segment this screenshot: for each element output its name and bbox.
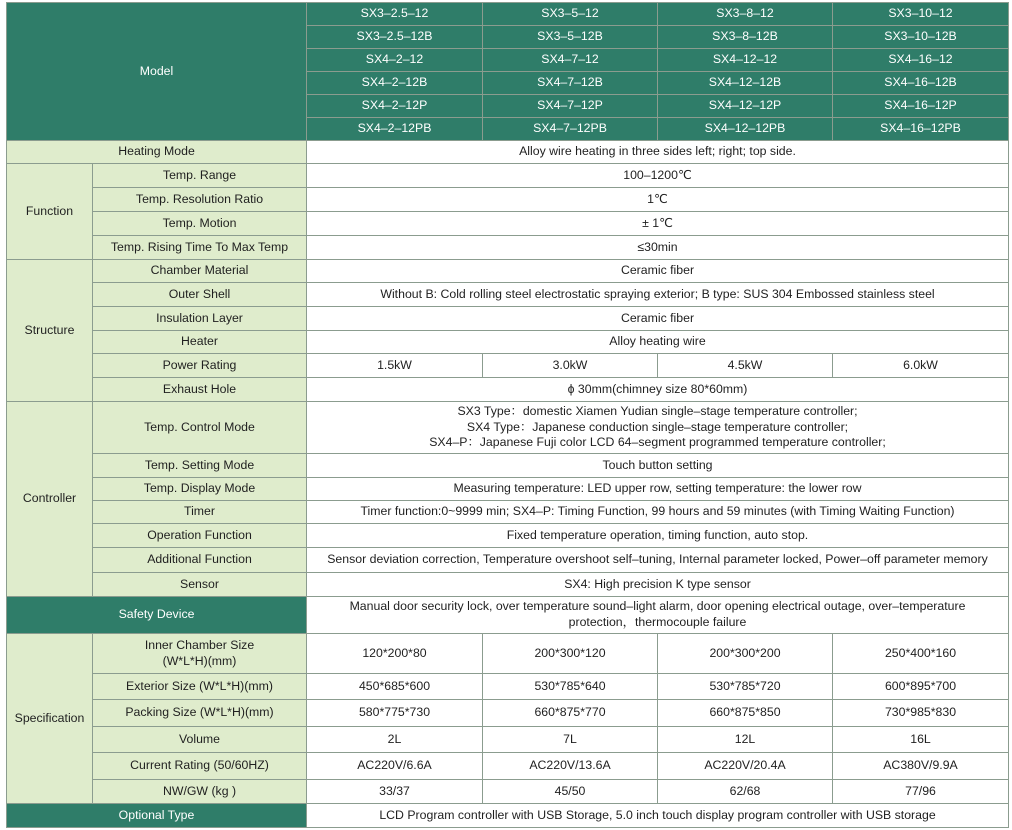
spec-value: ± 1℃ <box>307 212 1009 236</box>
spec-value: 100–1200℃ <box>307 164 1009 188</box>
spec-value: 4.5kW <box>658 354 833 378</box>
spec-label: Packing Size (W*L*H)(mm) <box>93 700 307 727</box>
spec-label: Insulation Layer <box>93 307 307 331</box>
spec-value: 1.5kW <box>307 354 483 378</box>
spec-value: AC380V/9.9A <box>833 753 1009 780</box>
specification-row <box>7 700 1009 727</box>
spec-value: ≤30min <box>307 236 1009 260</box>
spec-label: Timer <box>93 501 307 524</box>
spec-table <box>6 2 1009 828</box>
spec-label: Temp. Rising Time To Max Temp <box>93 236 307 260</box>
function-row <box>7 164 1009 188</box>
safety-device-label: Safety Device <box>7 597 307 634</box>
optional-type-label: Optional Type <box>7 804 307 828</box>
spec-value: Ceramic fiber <box>307 307 1009 331</box>
structure-row <box>7 283 1009 307</box>
model-cell: SX4–2–12PB <box>307 118 483 141</box>
spec-label: Additional Function <box>93 548 307 573</box>
safety-device-row <box>7 597 1009 634</box>
spec-label: Temp. Resolution Ratio <box>93 188 307 212</box>
spec-value: 62/68 <box>658 780 833 804</box>
spec-value: AC220V/13.6A <box>483 753 658 780</box>
specification-row <box>7 634 1009 674</box>
spec-label: Sensor <box>93 573 307 597</box>
spec-value: 33/37 <box>307 780 483 804</box>
spec-value-line: protection，thermocouple failure <box>568 615 747 629</box>
controller-row <box>7 524 1009 548</box>
spec-value: Measuring temperature: LED upper row, setting temperature: the lower row <box>307 478 1009 501</box>
spec-value: 730*985*830 <box>833 700 1009 727</box>
model-cell: SX3–5–12B <box>483 26 658 49</box>
spec-value: 6.0kW <box>833 354 1009 378</box>
spec-label: Operation Function <box>93 524 307 548</box>
model-cell: SX3–5–12 <box>483 3 658 26</box>
spec-value: 450*685*600 <box>307 674 483 700</box>
spec-value: 200*300*120 <box>483 634 658 674</box>
spec-value: 600*895*700 <box>833 674 1009 700</box>
spec-value-line: SX4–P：Japanese Fuji color LCD 64–segment programmed temperature controller; <box>429 435 886 450</box>
spec-value: 660*875*850 <box>658 700 833 727</box>
safety-device-value <box>307 597 1009 634</box>
specification-row <box>7 727 1009 753</box>
spec-value: Fixed temperature operation, timing function, auto stop. <box>307 524 1009 548</box>
spec-value: Without B: Cold rolling steel electrostatic spraying exterior; B type: SUS 304 Embossed stainless steel <box>307 283 1009 307</box>
spec-value-line: SX4 Type：Japanese conduction single–stage temperature controller; <box>466 419 849 434</box>
spec-value: 45/50 <box>483 780 658 804</box>
spec-value: 200*300*200 <box>658 634 833 674</box>
specification-row <box>7 753 1009 780</box>
spec-label: Temp. Display Mode <box>93 478 307 501</box>
model-cell: SX4–16–12P <box>833 95 1009 118</box>
spec-value: Sensor deviation correction, Temperature overshoot self–tuning, Internal parameter locked, Power–off parameter memory <box>307 548 1009 573</box>
controller-row <box>7 402 1009 454</box>
controller-row <box>7 478 1009 501</box>
spec-value: AC220V/20.4A <box>658 753 833 780</box>
model-cell: SX4–7–12 <box>483 49 658 72</box>
model-cell: SX4–2–12B <box>307 72 483 95</box>
spec-value: Ceramic fiber <box>307 260 1009 283</box>
spec-label-line: (W*L*H)(mm) <box>162 653 237 668</box>
inner-chamber-label <box>93 634 307 674</box>
spec-value: 16L <box>833 727 1009 753</box>
model-cell: SX3–2.5–12 <box>307 3 483 26</box>
function-row <box>7 188 1009 212</box>
model-cell: SX4–16–12 <box>833 49 1009 72</box>
controller-label: Controller <box>7 402 93 597</box>
spec-value: AC220V/6.6A <box>307 753 483 780</box>
model-cell: SX4–2–12 <box>307 49 483 72</box>
spec-value: Timer function:0~9999 min; SX4–P: Timing Function, 99 hours and 59 minutes (with Timing Waiting Function) <box>307 501 1009 524</box>
structure-row <box>7 260 1009 283</box>
spec-value: 580*775*730 <box>307 700 483 727</box>
controller-row <box>7 501 1009 524</box>
model-cell: SX4–12–12 <box>658 49 833 72</box>
model-cell: SX4–12–12P <box>658 95 833 118</box>
spec-value: 660*875*770 <box>483 700 658 727</box>
spec-value: 250*400*160 <box>833 634 1009 674</box>
model-cell: SX3–10–12B <box>833 26 1009 49</box>
spec-value: 530*785*720 <box>658 674 833 700</box>
specification-label: Specification <box>7 634 93 804</box>
specification-row <box>7 780 1009 804</box>
spec-label: Heater <box>93 331 307 354</box>
model-cell: SX4–12–12B <box>658 72 833 95</box>
model-cell: SX4–16–12B <box>833 72 1009 95</box>
spec-value: 1℃ <box>307 188 1009 212</box>
spec-value: 12L <box>658 727 833 753</box>
controller-row <box>7 573 1009 597</box>
spec-label: Exterior Size (W*L*H)(mm) <box>93 674 307 700</box>
spec-value: 3.0kW <box>483 354 658 378</box>
controller-row <box>7 454 1009 478</box>
model-cell: SX4–7–12B <box>483 72 658 95</box>
spec-value: SX4: High precision K type sensor <box>307 573 1009 597</box>
spec-value: 2L <box>307 727 483 753</box>
optional-type-value: LCD Program controller with USB Storage, 5.0 inch touch display program controller with USB storage <box>307 804 1009 828</box>
model-cell: SX3–8–12 <box>658 3 833 26</box>
temp-control-mode-value <box>307 402 1009 454</box>
spec-value: 530*785*640 <box>483 674 658 700</box>
model-label: Model <box>7 3 307 141</box>
optional-type-row <box>7 804 1009 828</box>
structure-row <box>7 354 1009 378</box>
function-row <box>7 236 1009 260</box>
spec-label: Exhaust Hole <box>93 378 307 402</box>
spec-label: Temp. Motion <box>93 212 307 236</box>
spec-value: 120*200*80 <box>307 634 483 674</box>
spec-value: 7L <box>483 727 658 753</box>
spec-label: Temp. Control Mode <box>93 402 307 454</box>
heating-mode-row <box>7 141 1009 164</box>
model-cell: SX4–2–12P <box>307 95 483 118</box>
spec-value: Alloy heating wire <box>307 331 1009 354</box>
structure-row <box>7 378 1009 402</box>
spec-value: 77/96 <box>833 780 1009 804</box>
heating-mode-label: Heating Mode <box>7 141 307 164</box>
specification-row <box>7 674 1009 700</box>
structure-row <box>7 331 1009 354</box>
spec-value: Touch button setting <box>307 454 1009 478</box>
spec-label: Outer Shell <box>93 283 307 307</box>
heating-mode-value: Alloy wire heating in three sides left; right; top side. <box>307 141 1009 164</box>
spec-label: Chamber Material <box>93 260 307 283</box>
model-cell: SX3–2.5–12B <box>307 26 483 49</box>
spec-value-line: Manual door security lock, over temperature sound–light alarm, door opening electrical outage, over–temperature <box>349 599 966 614</box>
structure-label: Structure <box>7 260 93 402</box>
model-cell: SX4–7–12PB <box>483 118 658 141</box>
spec-value: ϕ 30mm(chimney size 80*60mm) <box>307 378 1009 402</box>
spec-value-line: SX3 Type：domestic Xiamen Yudian single–stage temperature controller; <box>457 403 858 418</box>
model-cell: SX3–10–12 <box>833 3 1009 26</box>
spec-label: Current Rating (50/60HZ) <box>93 753 307 780</box>
spec-label: Temp. Setting Mode <box>93 454 307 478</box>
model-cell: SX4–16–12PB <box>833 118 1009 141</box>
spec-label: NW/GW (kg ) <box>93 780 307 804</box>
controller-row <box>7 548 1009 573</box>
spec-label: Temp. Range <box>93 164 307 188</box>
structure-row <box>7 307 1009 331</box>
spec-label: Power Rating <box>93 354 307 378</box>
model-cell: SX3–8–12B <box>658 26 833 49</box>
spec-label: Volume <box>93 727 307 753</box>
spec-label-line: Inner Chamber Size <box>144 637 255 652</box>
model-cell: SX4–12–12PB <box>658 118 833 141</box>
function-row <box>7 212 1009 236</box>
model-cell: SX4–7–12P <box>483 95 658 118</box>
model-row <box>7 3 1009 26</box>
function-label: Function <box>7 164 93 260</box>
